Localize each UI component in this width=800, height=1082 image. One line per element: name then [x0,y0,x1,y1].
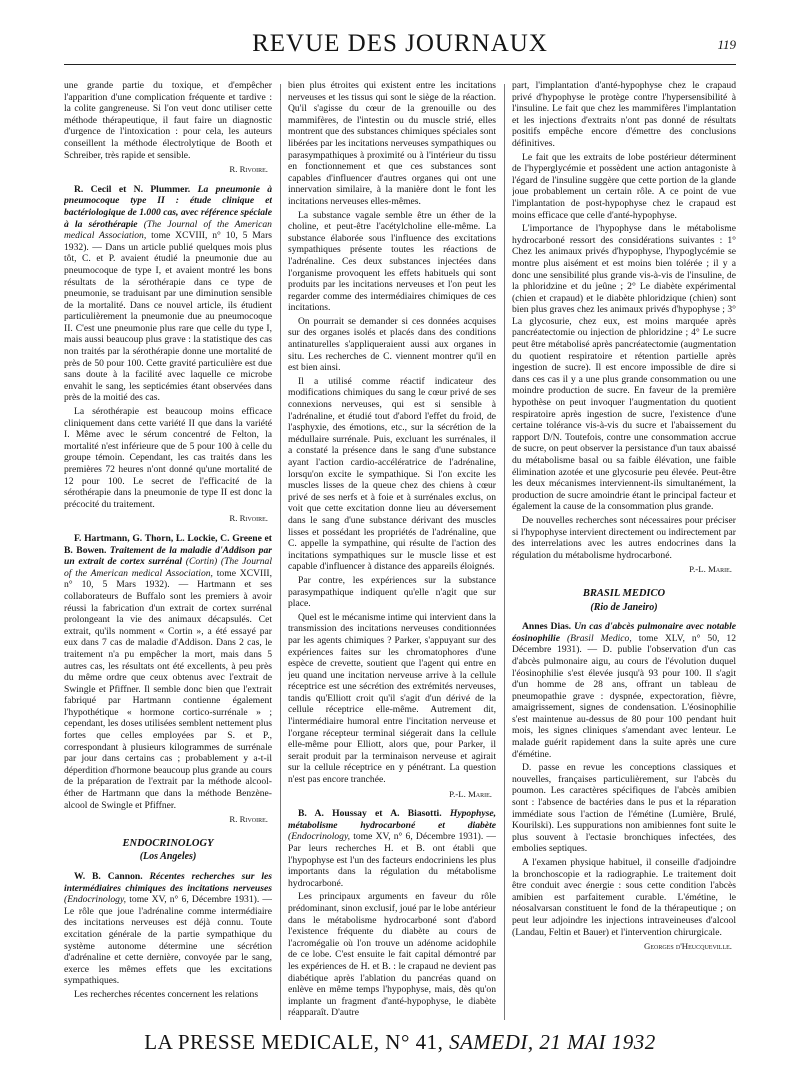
signature: R. Rivoire. [229,814,268,825]
abstract-heading [512,621,736,760]
article-paragraph: part, l'implantation d'anté-hypophyse chez le crapaud privé d'hypophyse le protège contre l'hypersensibilité à l'insuline. Le fait que chez les mammifères l'implantation et les injections d'extraits n'ont pas donné de résultats positifs empêche encore d'émettre des conclusions définitives. [512,80,736,149]
article-paragraph: D. passe en revue les conceptions classiques et nouvelles, françaises particulièrement, sur l'abcès du poumon. Les caractères spécifiques de l'abcès amibien sont : l'absence de bactéries dans le pus et la réparation immédiate sous l'action de l'émétine (Lumière, Brulé, Kourilski). Les suppurations non amibiennes font suite le plus souvent à l'ectasie bronchiques infectées, des embolies septiques. [512,762,736,855]
article-body: — Par leurs recherches H. et B. ont établi que l'hypophyse est l'un des facteurs endocriniens les plus importants dans la régulation du métabolisme hydrocarboné. [288,831,496,889]
article-authors: W. B. Cannon. [74,871,143,882]
article-reference: tome XLV, n° 50, 12 Décembre 1931). [512,632,736,656]
article-paragraph: Il a utilisé comme réactif indicateur des modifications chimiques du sang le cœur privé de ses connexions nerveuses, qui est si sensible à l'adrénaline, et étudié tout d'abord l'effet du froid, de l'asphyxie, des émotions, etc., sur la sécrétion de la médullaire surrénale. Puis, excluant les surrénales, il a constaté la présence dans le sang d'une substance ayant l'action cardio-accélératrice de l'adrénaline, lorsqu'on excite le sympathique. Si l'on excite les muscles lisses de la queue chez des chiens à cœur privé de ses nerfs et à foie et à surrénales exclus, on voit que cette excitation donne lieu au déversement dans le sang d'une substance dérivant des muscles lisses et possédant les propriétés de l'adrénaline, que C. appelle la sympathine, qui résulte de l'action des incitations sympathiques sur le muscle lisse et est capable d'influencer à distance des appareils éloignés. [288,375,496,573]
article-journal: (Endocrinology, [64,894,127,906]
column-divider [504,84,505,1020]
article-body: — Le rôle que joue l'adrénaline comme intermédiaire des incitations nerveuses est déjà connu. Toute excitation générale de la partie sympathique du système autonome détermine une sécrétion d'adrénaline et cette dernière, convoyée par le sang, exerce les mêmes effets que les excitations sympathiques. [64,894,272,987]
article-authors: R. Cecil et N. Plummer. [74,183,191,195]
article-title: Récentes recherches sur les intermédiaires chimiques des incitations nerveuses [64,871,272,894]
article-paragraph: Le fait que les extraits de lobe postérieur déterminent de l'hyperglycémie et possèdent une action antagoniste à l'égard de l'insuline suggère que cette portion de la glande joue probablement un certain rôle. A ce point de vue l'implantation de post-hypophyse chez le crapaud est moins efficace que celle d'anté-hypophyse. [512,151,736,221]
article-journal: (Endocrinology, [288,831,351,843]
abstract-heading [64,871,272,987]
continued-paragraph: une grande partie du toxique, et d'empêcher l'apparition d'une complication fréquente et tardive : la colite gangreneuse. Si l'on veut donc utiliser cette méthode thérapeutique, il faut faire un diagnostic d'urgence de l'intoxication : pour cela, les auteurs conseillent la méthode électrolytique de Booth et Schreiber, très rapide et sensible. [64,80,272,161]
abstract-heading [288,808,496,889]
article-journal: (Brasil Medico, [566,632,632,644]
column-middle [288,80,496,1025]
article-body: — Dans un article publié quelques mois plus tôt, C. et P. avaient étudié la pneumonie due au pneumocoque de type I, et avaient montré les bons résultats de la sérothérapie dans ce type de pneumonie, se traduisant par une diminution sensible de la mortalité. Dans ce nouvel article, ils étudient particulièrement la pneumonie due au pneumocoque II. C'est une pneumonie plus rare que celle du type I, mais aussi beaucoup plus grave : la statistique des cas non traités par la sérothérapie donne une mortalité de près de 50 pour 100. Cette gravité particulière est due sans doute à la facilité avec laquelle ce microbe envahit le sang, les septicémies étant observées dans près de la moitié des cas. [64,241,272,404]
header-rule [64,64,736,65]
column-divider [280,84,281,1020]
page-number: 119 [717,37,736,52]
section-heading: BRASIL MEDICO [582,587,666,599]
article-paragraph: Quel est le mécanisme intime qui intervient dans la transmission des incitations nerveuses conditionnées par les agents chimiques ? Parker, s'appuyant sur des expériences faites sur les chromatophores d'une espèce de crevette, soutient que l'agent qui entre en jeu quand une incitation nerveuse arrive à la cellule réceptrice est une sécrétion des extrémités nerveuses, tandis qu'Elliott croit qu'il s'agit d'un dérivé de la cellule réceptrice elle-même. Autrement dit, l'intermédiaire humoral entre l'incitation nerveuse et l'organe récepteur terminal siégerait dans la cellule elle-même pour Elliott, alors que, pour Parker, il serait produit par la terminaison nerveuse et agirait sur la cellule réceptrice en y pénétrant. La question n'est pas encore tranchée. [288,611,496,786]
signature: P.-L. Marie. [449,788,492,799]
article-authors: B. A. Houssay et A. Biasotti. [298,808,442,820]
footer-journal: LA PRESSE MEDICALE, [144,1030,380,1054]
article-paragraph: A l'examen physique habituel, il conseille d'adjoindre la bronchoscopie et la radiographie. Le traitement doit être conduit avec énergie : sous cette condition l'abcès amibien est parfaitement curable. L'émétine, le néosalvarsan constituent le fond de la thérapeutique ; on peut leur adjoindre les injections intraveineuses d'alcool (Landau, Feltin et Bauer) et l'intervention chirurgicale. [512,857,736,938]
article-paragraph: bien plus étroites qui existent entre les incitations nerveuses et les tissus qui sont le siège de la réaction. Qu'il s'agisse du cœur de la grenouille ou des mammifères, de l'intestin ou du muscle strié, elles montrent que des substances chimiques spéciales sont libérées par les incitations nerveuses sympathiques ou parasympathiques à proximité ou à l'intérieur du tissu en fonctionnement et que ces substances sont capables d'influencer d'autres organes qui ont une innervation similaire, à la manière dont le font les incitations nerveuses elles-mêmes. [288,80,496,207]
article-reference: tome XV, n° 6, Décembre 1931). [129,894,260,906]
article-journal: (The Journal of the American medical Association, [64,218,272,242]
article-reference: tome XCVIII, n° 10, 5 Mars 1932). [64,230,272,253]
abstract-heading [64,533,272,811]
section-subheading: (Los Angeles) [139,851,197,863]
column-right [512,80,736,1025]
article-journal: (Cortin) (The Journal of the American medical Association, [64,556,272,579]
signature: R. Rivoire. [229,513,268,524]
article-title: La pneumonie à pneumocoque type II : étude clinique et bactériologique de 1.000 cas, avec référence spéciale à la sérothérapie [64,183,272,230]
signature: R. Rivoire. [229,164,268,175]
signature: P.-L. Marie. [689,564,732,575]
article-title: Un cas d'abcès pulmonaire avec notable éosinophilie [512,621,736,644]
page-header [64,30,736,64]
article-authors: F. Hartmann, G. Thorn, L. Lockie, C. Greene et B. Bowen. [64,532,272,556]
article-paragraph: Les recherches récentes concernent les relations [74,988,259,1000]
column-left [64,80,272,1025]
article-body: — D. publie l'observation d'un cas d'abcès pulmonaire aigu, au cours de l'évolution duquel l'éosinophilie s'est élevée jusqu'à 93 pour 100. Il s'agit d'un homme de 28 ans, offrant un tableau de pneumopathie grave : dyspnée, expectoration, fièvre, amaigrissement, signes de condensation. L'éosinophilie s'est maintenue au-dessus de 80 pour 100 pendant huit mois, les signes cliniques s'amendant avec lenteur. Le malade guérit rapidement dans la suite après une cure d'émétine. [512,644,736,760]
footer-date: SAMEDI, 21 MAI 1932 [449,1030,656,1054]
page-footer [64,1030,736,1060]
article-title: Traitement de la maladie d'Addison par un extrait de cortex surrénal [64,544,272,568]
article-paragraph: Par contre, les expériences sur la substance parasympathique indiquent qu'elle n'agit que sur place. [288,574,496,610]
article-paragraph: L'importance de l'hypophyse dans le métabolisme hydrocarboné ressort des considérations suivantes : 1° Chez les animaux privés d'hypophyse, l'hypoglycémie se montre plus aisément et est moins bien tolérée ; il y a donc une sensibilité plus grande vis-à-vis de l'insuline, de la phloridzine et du jeûne ; 2° Le diabète expérimental (chien et crapaud) et le diabète phloridzique (chien) sont bien plus graves chez les animaux privés d'hypophyse ; 3° La glycosurie, chez eux, est moins marquée après pancréatectomie ou injection de phloridzine ; 4° Le sucre peut être métabolisé après pancréatectomie (augmentation du quotient respiratoire et rétention partielle après ingestion de sucre). Il est encore impossible de dire si dans ces cas il y a une plus grande consommation ou une moindre production de sucre. En faveur de la première hypothèse on peut invoquer l'augmentation du quotient respiratoire après ingestion de sucre, l'existence d'une certaine tolérance vis-à-vis du sucre et l'abaissement du rapport D/N. Toutefois, contre une consommation accrue de sucre, on peut observer la persistance d'un taux abaissé du métabolisme basal ou sa faible élévation, une faible élimination azotée et une glycosurie peu élevée. Peut-être les deux mécanismes interviennent-ils simultanément, la production de sucre amoindrie étant le principal facteur et également la cause de la consommation plus grande. [512,223,736,513]
footer-issue: N° 41, [385,1030,444,1054]
article-paragraph: Les principaux arguments en faveur du rôle prédominant, sinon exclusif, joué par le lobe antérieur dans le métabolisme hydrocarboné sont d'abord l'existence fréquente du diabète au cours de l'acromégalie où l'on trouve un adénome acidophile de ce lobe. C'est ensuite le fait capital démontré par les expériences de H. et B. : le crapaud ne devient pas diabétique après l'ablation du pancréas quand on enlève en même temps l'hypophyse, mais, dès qu'on implante un fragment d'anté-hypophyse, le diabète réapparaît. D'autre [288,891,496,1019]
article-reference: tome XCVIII, n° 10, 5 Mars 1932). [64,567,272,591]
article-paragraph: La substance vagale semble être un éther de la choline, et peut-être l'acétylcholine elle-même. La substance élaborée sous l'influence des excitations sympathiques présente toutes les réactions de l'adrénaline. Ces deux substances injectées dans l'organisme provoquent les effets habituels qui sont produits par les incitations nerveuses et l'on peut les regarder comme des intermédiaires chimiques de ces incitations. [288,209,496,314]
abstract-heading [64,184,272,404]
section-heading: ENDOCRINOLOGY [122,837,214,849]
article-paragraph: La sérothérapie est beaucoup moins efficace cliniquement dans cette variété II que dans la variété I. Même avec le sérum concentré de Felton, la mortalité n'est inférieure que de 5 pour 100 à celle du groupe témoin. Cependant, les cas traités dans les premières 72 heures n'ont donné qu'une mortalité de 12 pour 100. Le secret de l'efficacité de la sérothérapie dans la pneumonie de type II est donc la précocité du traitement. [64,406,272,510]
running-title: REVUE DES JOURNAUX [252,30,548,57]
article-body: — Hartmann et ses collaborateurs de Buffalo sont les premiers à avoir réussi la fabrication d'un extrait de cortex surrénal prolongeant la vie des animaux décapsulés. Cet extrait, qu'ils nomment « Cortin », a été essayé par eux dans 7 cas de maladie d'Addison. Dans 2 cas, le traitement n'a pu empêcher la mort, mais dans 5 autres cas, les résultats ont été excellents, à peu près du même ordre que ceux obtenus avec l'extrait de Swingle et Pfiffner. Il semble donc bien que l'extrait fabriqué par Hartmann contienne également l'hypothétique « hormone cortico-surrénale » ; cependant, les doses utilisées semblent nettement plus fortes que celles employées par S. et P., correspondant à plusieurs kilogrammes de surrénale par jour dans certains cas ; probablement y a-t-il déperdition d'hormone beaucoup plus grande au cours de la préparation de l'extrait par la méthode alcool-éther de Hartmann que dans la méthode Benzène-alcool de Swingle et Pfiffner. [64,579,272,811]
article-paragraph: On pourrait se demander si ces données acquises sur des organes isolés et placés dans des conditions antinaturelles s'appliqueraient aussi aux organes in situ. Les recherches de C. viennent montrer qu'il en est bien ainsi. [288,315,496,374]
section-subheading: (Rio de Janeiro) [590,601,658,613]
article-title: Hypophyse, métabolisme hydrocarboné et diabète [288,808,496,831]
signature: Georges d'Heucqueville. [643,941,732,952]
article-reference: tome XV, n° 6, Décembre 1931). [353,831,484,843]
article-paragraph: De nouvelles recherches sont nécessaires pour préciser si l'hypophyse intervient directement ou indirectement par des interrelations avec les autres endocrines dans la régulation du métabolisme hydrocarboné. [512,514,736,561]
article-authors: Annes Dias. [522,621,572,633]
